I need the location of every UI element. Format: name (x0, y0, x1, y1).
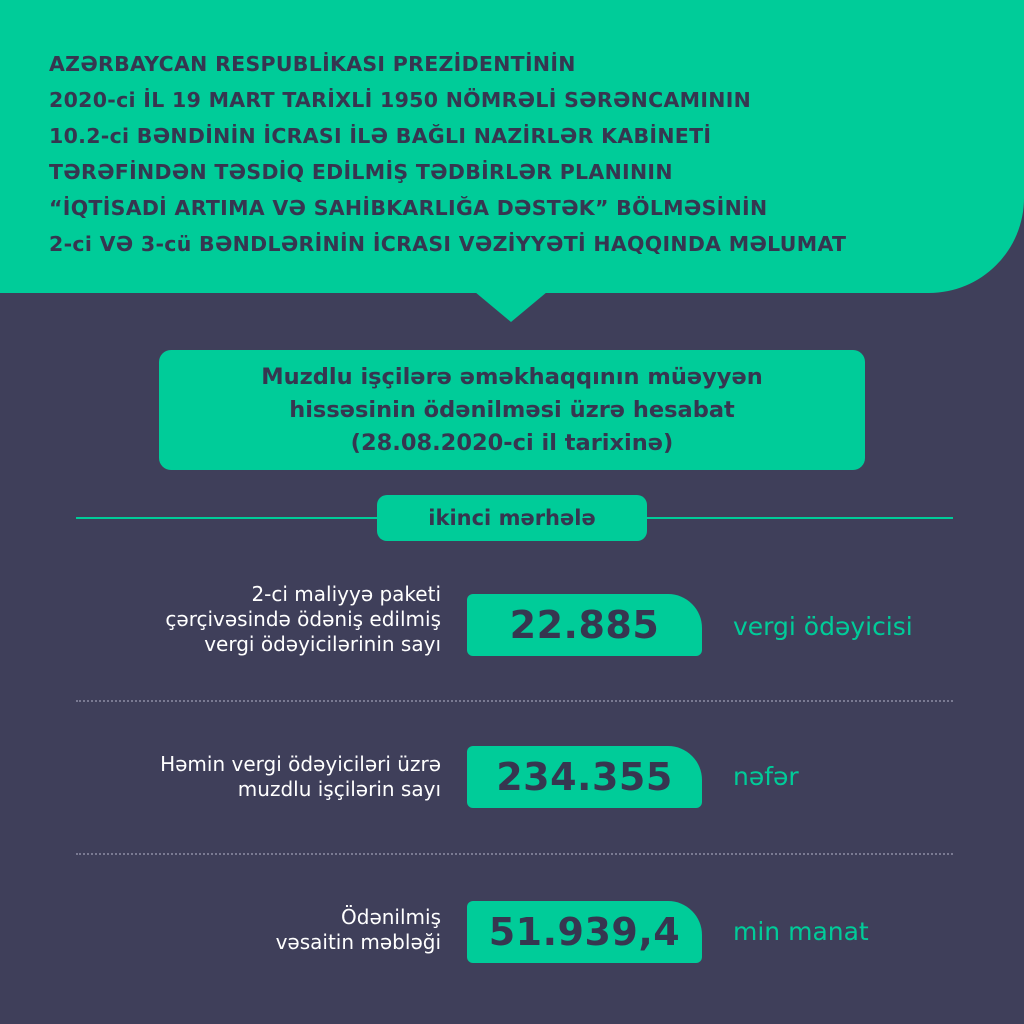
stat-value-amount (467, 901, 702, 963)
stat-label-line: muzdlu işçilərin sayı (237, 777, 441, 801)
stage-badge (377, 495, 647, 541)
header-line: 2-ci VƏ 3-cü BƏNDLƏRİNİN İCRASI VƏZİYYƏTİ HAQQINDA MƏLUMAT (49, 232, 847, 256)
report-title-line: hissəsinin ödənilməsi üzrə hesabat (289, 396, 735, 423)
header-title (49, 46, 989, 262)
header-line: TƏRƏFİNDƏN TƏSDİQ EDİLMİŞ TƏDBİRLƏR PLANININ (49, 160, 673, 184)
stat-unit-taxpayers: vergi ödəyicisi (733, 612, 913, 641)
stat-label-line: vəsaitin məbləği (275, 930, 441, 954)
stat-value-taxpayers (467, 594, 702, 656)
stat-unit-amount: min manat (733, 917, 869, 946)
report-title-box (159, 350, 865, 470)
stat-label-line: 2-ci maliyyə paketi (251, 582, 441, 606)
stat-label-line: çərçivəsində ödəniş edilmiş (165, 607, 441, 631)
report-date-line: (28.08.2020-ci il tarixinə) (350, 429, 674, 456)
stage-label: ikinci mərhələ (428, 506, 596, 530)
header-line: AZƏRBAYCAN RESPUBLİKASI PREZİDENTİNİN (49, 52, 576, 76)
stat-label-employees (81, 752, 441, 802)
stat-label-taxpayers (81, 582, 441, 657)
stat-value-employees (467, 746, 702, 808)
stat-value: 234.355 (496, 755, 673, 799)
dotted-separator (76, 700, 953, 702)
stat-value: 51.939,4 (488, 910, 681, 954)
stat-label-line: vergi ödəyicilərinin sayı (204, 632, 441, 656)
stat-value: 22.885 (509, 603, 660, 647)
header-line: 10.2-ci BƏNDİNİN İCRASI İLƏ BAĞLI NAZİRLƏR KABİNETİ (49, 124, 712, 148)
dotted-separator (76, 853, 953, 855)
stat-unit-employees: nəfər (733, 762, 799, 791)
stat-label-amount (81, 905, 441, 955)
header-line: 2020-ci İL 19 MART TARİXLİ 1950 NÖMRƏLİ SƏRƏNCAMININ (49, 88, 752, 112)
stat-label-line: Həmin vergi ödəyiciləri üzrə (160, 752, 441, 776)
stat-label-line: Ödənilmiş (341, 905, 441, 929)
header-line: “İQTİSADİ ARTIMA VƏ SAHİBKARLIĞA DƏSTƏK” BÖLMƏSİNİN (49, 196, 768, 220)
bubble-pointer (475, 292, 547, 322)
report-title-line: Muzdlu işçilərə əməkhaqqının müəyyən (261, 363, 763, 390)
